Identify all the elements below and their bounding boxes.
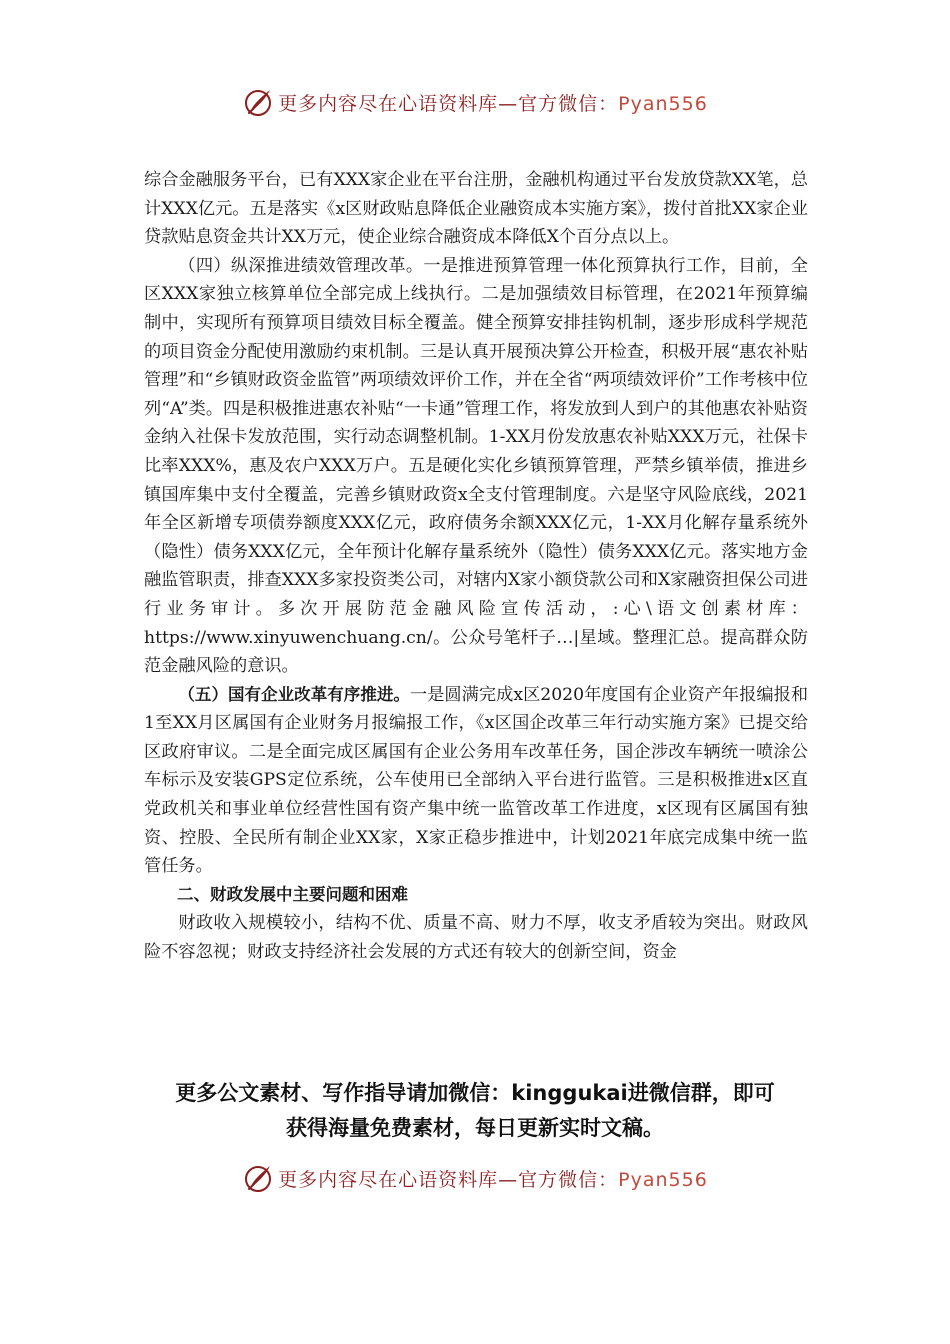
footer-banner-label: 更多内容尽在心语资料库—官方微信： — [278, 1168, 619, 1191]
promo-line-1: 更多公文素材、写作指导请加微信：kinggukai进微信群，即可 — [175, 1081, 775, 1105]
paragraph-4: 财政收入规模较小，结构不优、质量不高、财力不厚，收支矛盾较为突出。财政风险不容忽视；财政支持经济社会发展的方式还有较大的创新空间，资金 — [144, 913, 808, 963]
header-banner-label: 更多内容尽在心语资料库—官方微信： — [278, 92, 619, 115]
header-banner — [0, 82, 950, 122]
header-banner-wechat: Pyan556 — [618, 92, 708, 115]
promo-line-2: 获得海量免费素材，每日更新实时文稿。 — [286, 1116, 664, 1140]
paragraph-1: 综合金融服务平台，已有XXX家企业在平台注册，金融机构通过平台发放贷款XX笔，总计XXX亿元。五是落实《x区财政贴息降低企业融资成本实施方案》，拨付首批XX家企业贷款贴息资金共计XX万元，使企业综合融资成本降低X个百分点以上。 — [144, 170, 808, 248]
header-banner-text — [278, 89, 708, 116]
footer-banner — [0, 1158, 950, 1198]
footer-banner-wechat: Pyan556 — [618, 1168, 708, 1191]
quill-logo-icon — [242, 1162, 274, 1194]
paragraph-3 — [144, 681, 808, 881]
quill-logo-icon — [242, 86, 274, 118]
footer-banner-text — [278, 1165, 708, 1192]
paragraph-3-text: 一是圆满完成x区2020年度国有企业资产年报编报和1至XX月区属国有企业财务月报编报工作，《x区国企改革三年行动实施方案》已提交给区政府审议。二是全面完成区属国有企业公务用车改革任务，国企涉改车辆统一喷涂公车标示及安装GPS定位系统，公车使用已全部纳入平台进行监管。三是积极推进x区直党政机关和事业单位经营性国有资产集中统一监管改革工作进度，x区现有区属国有独资、控股、全民所有制企业XX家，X家正稳步推进中，计划2021年底完成集中统一监管任务。 — [144, 684, 809, 877]
paragraph-2: （四）纵深推进绩效管理改革。一是推进预算管理一体化预算执行工作，目前，全区XXX家独立核算单位全部完成上线执行。二是加强绩效目标管理，在2021年预算编制中，实现所有预算项目绩效目标全覆盖。健全预算安排挂钩机制，逐步形成科学规范的项目资金分配使用激励约束机制。三是认真开展预决算公开检查，积极开展“惠农补贴管理”和“乡镇财政资金监管”两项绩效评价工作，并在全省“两项绩效评价”工作考核中位列“A”类。四是积极推进惠农补贴“一卡通”管理工作，将发放到人到户的其他惠农补贴资金纳入社保卡发放范围，实行动态调整机制。1-XX月份发放惠农补贴XXX万元，社保卡比率XXX%，惠及农户XXX万户。五是硬化实化乡镇预算管理，严禁乡镇举债，推进乡镇国库集中支付全覆盖，完善乡镇财政资x全支付管理制度。六是坚守风险底线，2021年全区新增专项债券额度XXX亿元，政府债务余额XXX亿元，1-XX月化解存量系统外（隐性）债务XXX亿元，全年预计化解存量系统外（隐性）债务XXX亿元。落实地方金融监管职责，排查XXX多家投资类公司，对辖内X家小额贷款公司和X家融资担保公司进行业务审计。多次开展防范金融风险宣传活动，:心\语文创素材库：https://www.xinyuwenchuang.cn/。公众号笔杆子…|星域。整理汇总。提高群众防范金融风险的意识。 — [144, 255, 808, 677]
paragraph-3-heading: （五）国有企业改革有序推进。 — [178, 684, 410, 704]
document-body — [144, 166, 808, 967]
promo-notice — [100, 1076, 850, 1146]
section-heading: 二、财政发展中主要问题和困难 — [177, 884, 408, 904]
